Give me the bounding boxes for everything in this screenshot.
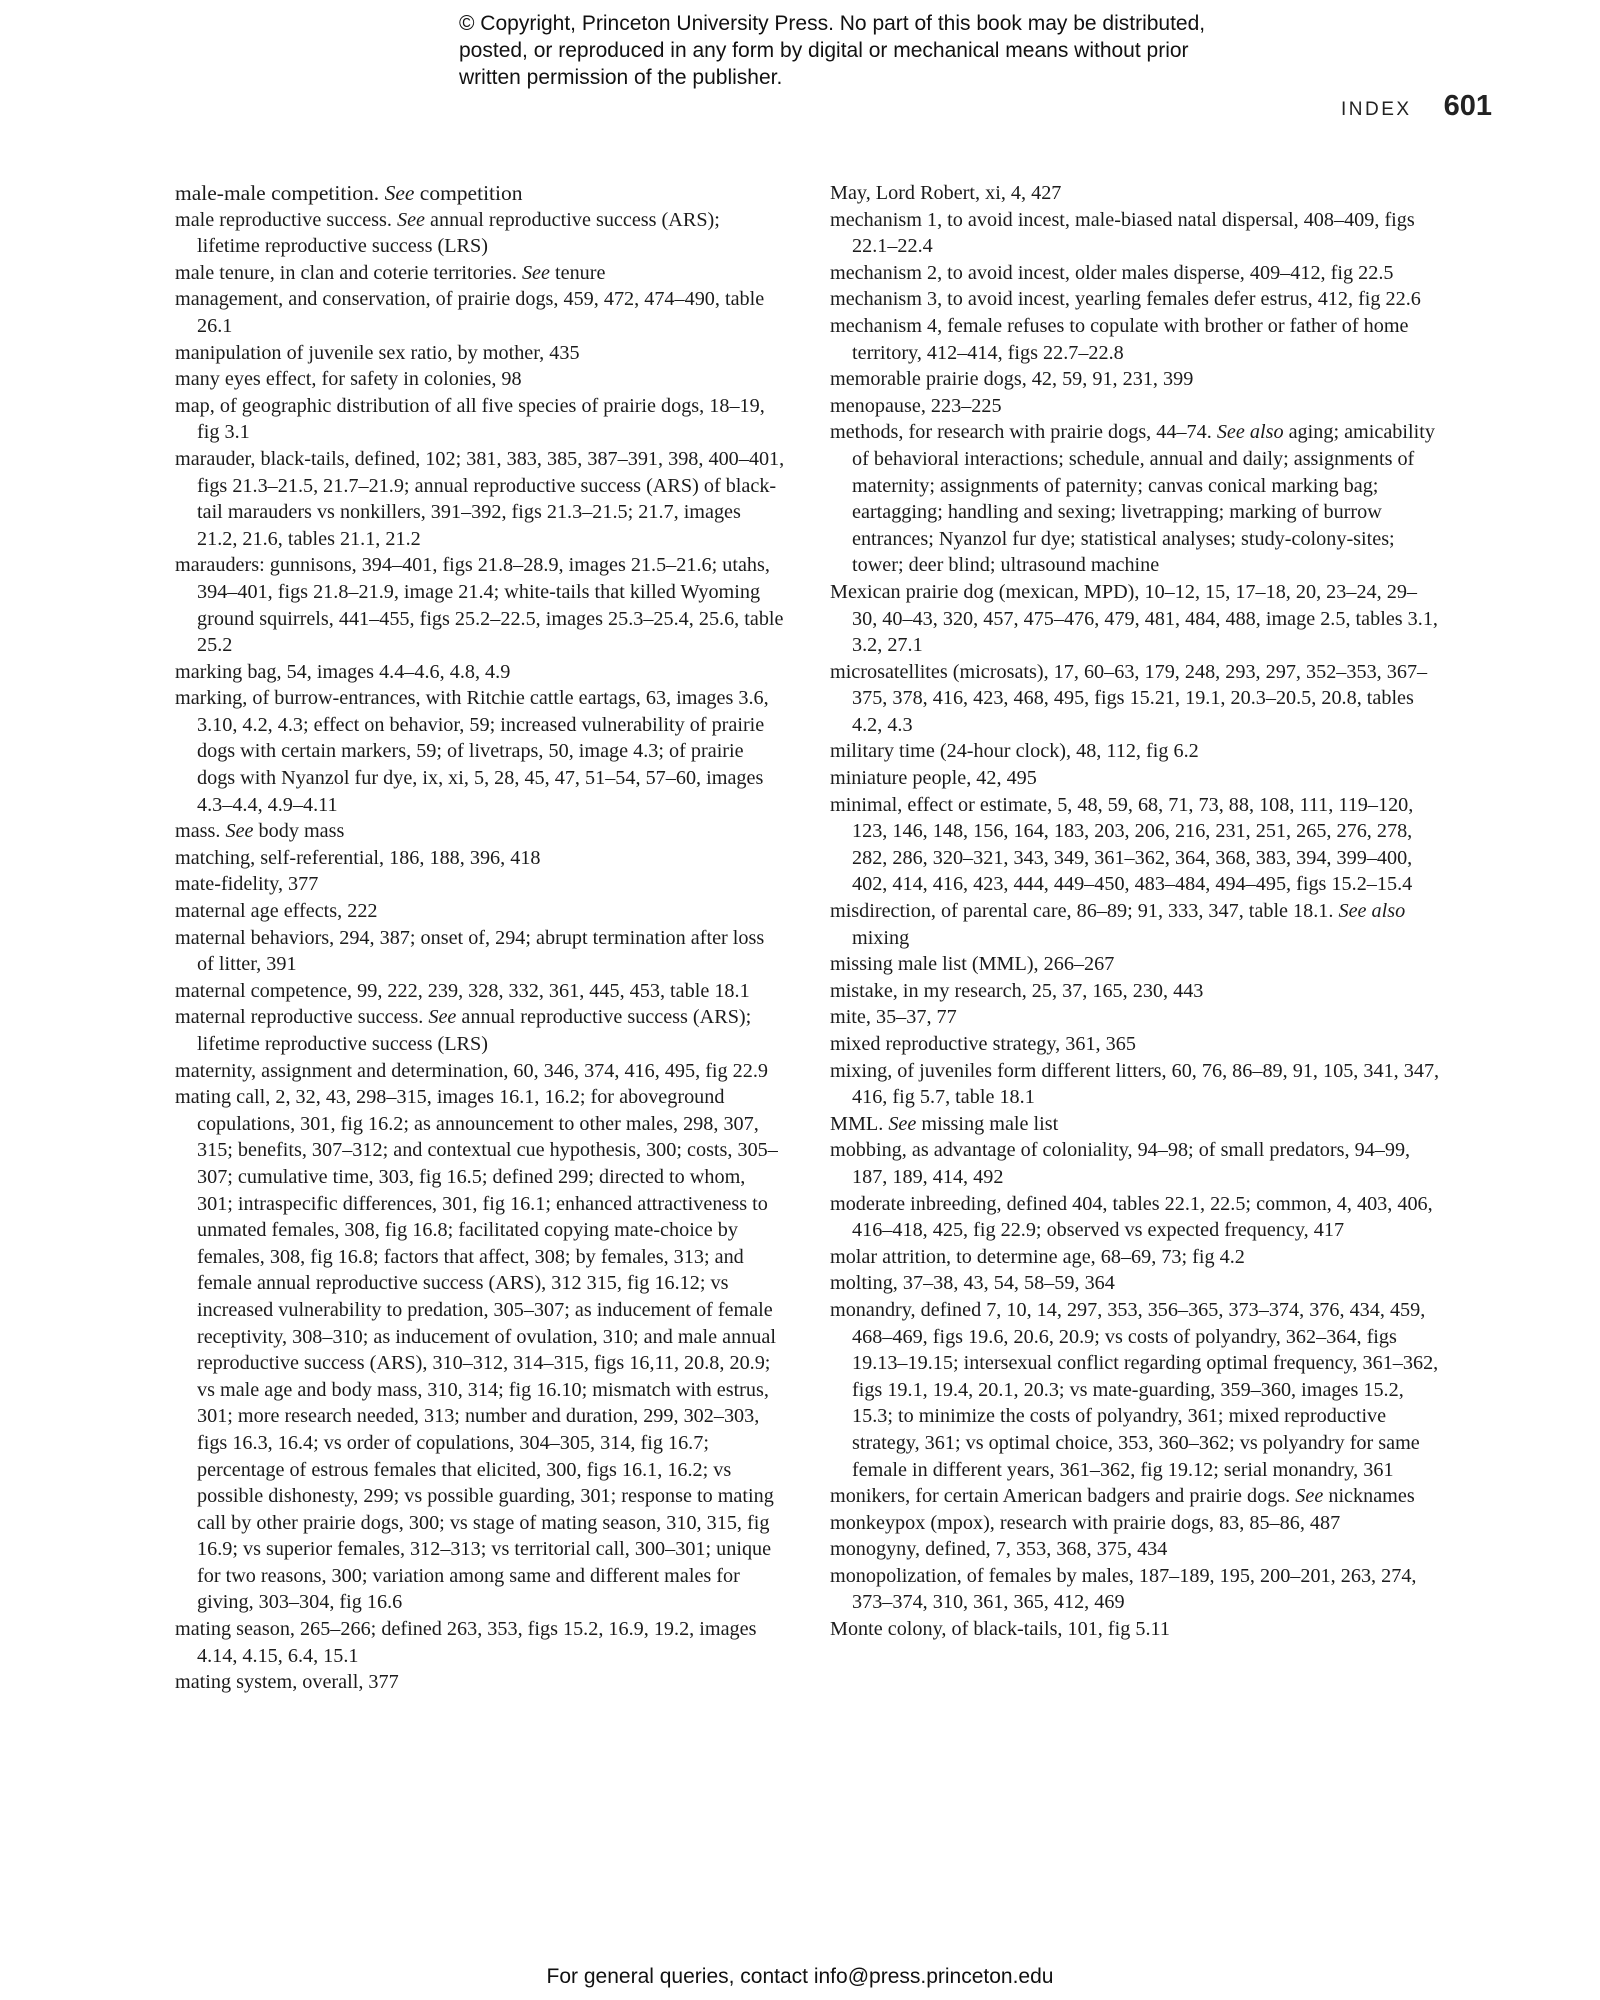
index-column-left (175, 180, 785, 1696)
entry-text: military time (24-hour clock), 48, 112, fig 6.2 (830, 740, 1199, 763)
index-entry (175, 393, 785, 446)
index-entry (830, 951, 1440, 978)
entry-text: marking, of burrow-entrances, with Ritchie cattle eartags, 63, images 3.6, 3.10, 4.2, 4.3; effect on behavior, 59; increased vulnerability of prairie dogs with certain markers, 59; of livetraps, 50, image 4.3; of prairie dogs with Nyanzol fur dye, ix, xi, 5, 28, 45, 47, 51–54, 57–60, images 4.3–4.4, 4.9–4.11 (175, 687, 769, 816)
entry-text: mating season, 265–266; defined 263, 353, figs 15.2, 16.9, 19.2, images 4.14, 4.15, 6.4, 15.1 (175, 1618, 757, 1667)
entry-text: mechanism 4, female refuses to copulate with brother or father of home territory, 412–414, figs 22.7–22.8 (830, 314, 1409, 364)
index-entry (175, 366, 785, 393)
footer-contact: For general queries, contact info@press.princeton.edu (546, 1965, 1054, 1988)
entry-text: mating call, 2, 32, 43, 298–315, images 16.1, 16.2; for aboveground copulations, 301, fig 16.2; as announcement to other males, 298, 307, 315; benefits, 307–312; and contextual cue hypothesis, 300; costs, 305–307; cumulative time, 303, fig 16.5; defined 299; directed to whom, 301; intraspecific differences, 301, fig 16.1; enhanced attractiveness to unmated females, 308, fig 16.8; facilitated copying mate-choice by females, 308, fig 16.8; factors that affect, 308; by females, 313; and female annual reproductive success (ARS), 312 315, fig 16.12; vs increased vulnerability to predation, 305–307; as inducement of female receptivity, 308–310; as inducement of ovulation, 310; and male annual reproductive success (ARS), 310–312, 314–315, figs 16,11, 20.8, 20.9; vs male age and body mass, 310, 314; fig 16.10; mismatch with estrus, 301; more research needed, 313; number and duration, 299, 302–303, figs 16.3, 16.4; vs order of copulations, 304–305, 314, fig 16.7; percentage of estrous females that elicited, 300, figs 16.1, 16.2; vs possible dishonesty, 299; vs possible guarding, 301; response to mating call by other prairie dogs, 300; vs stage of mating season, 310, 315, fig 16.9; vs superior females, 312–313; vs territorial call, 300–301; unique for two reasons, 300; variation among same and different males for giving, 303–304, fig 16.6 (175, 1086, 778, 1614)
index-entry (175, 978, 785, 1005)
entry-text: maternity, assignment and determination, 60, 346, 374, 416, 495, fig 22.9 (175, 1059, 769, 1082)
entry-text: management, and conservation, of prairie dogs, 459, 472, 474–490, table 26.1 (175, 288, 765, 337)
index-entry (830, 207, 1440, 260)
index-entry (175, 1058, 785, 1085)
index-entry (175, 207, 785, 260)
index-entry (830, 1244, 1440, 1271)
entry-reference-target: competition (414, 181, 523, 205)
entry-text: mate-fidelity, 377 (175, 873, 319, 896)
index-entry (175, 552, 785, 658)
entry-text: methods, for research with prairie dogs, 44–74. (830, 421, 1217, 444)
entry-text: maternal reproductive success. (175, 1006, 429, 1029)
index-entry (830, 738, 1440, 765)
index-entry (175, 685, 785, 818)
see-reference: See (428, 1006, 457, 1029)
entry-text: many eyes effect, for safety in colonies, 98 (175, 368, 522, 391)
index-entry (830, 1004, 1440, 1031)
index-entry (830, 180, 1440, 207)
entry-text: male tenure, in clan and coterie territories. (175, 261, 522, 284)
see-reference: See (225, 820, 254, 843)
index-entry (175, 180, 785, 207)
entry-text: maternal competence, 99, 222, 239, 328, 332, 361, 445, 453, table 18.1 (175, 979, 750, 1002)
entry-text: maternal age effects, 222 (175, 900, 378, 923)
see-reference: See (384, 181, 415, 205)
index-entry (175, 1669, 785, 1696)
entry-reference-target: missing male list (916, 1112, 1059, 1135)
entry-text: molting, 37–38, 43, 54, 58–59, 364 (830, 1272, 1115, 1295)
entry-text: male-male competition. (175, 181, 385, 205)
entry-text: Mexican prairie dog (mexican, MPD), 10–12, 15, 17–18, 20, 23–24, 29–30, 40–43, 320, 457, 475–476, 479, 481, 484, 488, image 2.5, tables 3.1, 3.2, 27.1 (830, 580, 1438, 657)
entry-text: monandry, defined 7, 10, 14, 297, 353, 356–365, 373–374, 376, 434, 459, 468–469, figs 19.6, 20.6, 20.9; vs costs of polyandry, 362–364, figs 19.13–19.15; intersexual conflict regarding optimal frequency, 361–362, figs 19.1, 19.4, 20.1, 20.3; vs mate-guarding, 359–360, images 15.2, 15.3; to minimize the costs of polyandry, 361; mixed reproductive strategy, 361; vs optimal choice, 353, 360–362; vs polyandry for same female in different years, 361–362, fig 19.12; serial monandry, 361 (830, 1298, 1439, 1481)
entry-text: misdirection, of parental care, 86–89; 91, 333, 347, table 18.1. (830, 900, 1339, 923)
index-entry (830, 1563, 1440, 1616)
entry-reference-target: aging; amicability of behavioral interactions; schedule, annual and daily; assignments of maternity; assignments of paternity; canvas conical marking bag; eartagging; handling and sexing; livetrapping; marking of burrow entrances; Nyanzol fur dye; statistical analyses; study-colony-sites; tower; deer blind; ultrasound machine (852, 421, 1435, 577)
index-entry (830, 659, 1440, 739)
entry-text: microsatellites (microsats), 17, 60–63, 179, 248, 293, 297, 352–353, 367–375, 378, 416, 423, 468, 495, figs 15.21, 19.1, 20.3–20.5, 20.8, tables 4.2, 4.3 (830, 660, 1428, 736)
index-entry (830, 792, 1440, 898)
entry-text: mixed reproductive strategy, 361, 365 (830, 1033, 1136, 1055)
entry-reference-target: nicknames (1323, 1485, 1415, 1508)
entry-text: Monte colony, of black-tails, 101, fig 5.11 (830, 1618, 1170, 1641)
index-entry (830, 366, 1440, 393)
index-entry (175, 340, 785, 367)
copyright-notice: © Copyright, Princeton University Press. No part of this book may be distributed, posted, or reproduced in any form by digital or mechanical means without prior written permission of the publisher. (459, 12, 1206, 89)
index-entry (830, 313, 1440, 366)
entry-text: male reproductive success. (175, 208, 397, 231)
index-entry (830, 1536, 1440, 1563)
entry-text: marking bag, 54, images 4.4–4.6, 4.8, 4.9 (175, 660, 511, 683)
index-entry (830, 419, 1440, 579)
index-entry (830, 1616, 1440, 1643)
entry-text: mobbing, as advantage of coloniality, 94–98; of small predators, 94–99, 187, 189, 414, 492 (830, 1139, 1411, 1188)
index-entry (175, 1616, 785, 1669)
entry-text: monikers, for certain American badgers and prairie dogs. (830, 1485, 1296, 1508)
index-entry (830, 260, 1440, 287)
index-entry (175, 845, 785, 872)
index-entry (830, 1191, 1440, 1244)
entry-reference-target: body mass (253, 820, 345, 843)
index-entry (830, 1031, 1440, 1058)
entry-text: memorable prairie dogs, 42, 59, 91, 231, 399 (830, 368, 1194, 391)
entry-text: mass. (175, 820, 226, 843)
entry-reference-target: tenure (549, 261, 606, 284)
index-entry (830, 898, 1440, 951)
entry-text: minimal, effect or estimate, 5, 48, 59, 68, 71, 73, 88, 108, 111, 119–120, 123, 146, 148, 156, 164, 183, 203, 206, 216, 231, 251, 265, 276, 278, 282, 286, 320–321, 343, 349, 361–362, 364, 368, 383, 394, 399–400, 402, 414, 416, 423, 444, 449–450, 483–484, 494–495, figs 15.2–15.4 (830, 793, 1414, 896)
entry-text: map, of geographic distribution of all five species of prairie dogs, 18–19, fig 3.1 (175, 394, 765, 444)
entry-text: mite, 35–37, 77 (830, 1006, 957, 1029)
index-entry (830, 1137, 1440, 1190)
entry-text: mechanism 1, to avoid incest, male-biased natal dispersal, 408–409, figs 22.1–22.4 (830, 208, 1415, 258)
index-entry (830, 286, 1440, 313)
entry-text: mixing, of juveniles form different litters, 60, 76, 86–89, 91, 105, 341, 347, 416, fig 5.7, table 18.1 (830, 1059, 1440, 1109)
entry-text: mistake, in my research, 25, 37, 165, 230, 443 (830, 979, 1204, 1002)
entry-text: moderate inbreeding, defined 404, tables 22.1, 22.5; common, 4, 403, 406, 416–418, 425, fig 22.9; observed vs expected frequency, 417 (830, 1192, 1433, 1242)
index-entry (175, 1084, 785, 1616)
index-entry (830, 1111, 1440, 1138)
entry-text: monogyny, defined, 7, 353, 368, 375, 434 (830, 1538, 1168, 1561)
entry-text: maternal behaviors, 294, 387; onset of, 294; abrupt termination after loss of litter, 391 (175, 926, 765, 976)
running-head (1341, 90, 1492, 123)
see-reference: See (396, 208, 425, 231)
entry-text: mating system, overall, 377 (175, 1671, 399, 1694)
index-entry (830, 579, 1440, 659)
entry-text: monopolization, of females by males, 187–189, 195, 200–201, 263, 274, 373–374, 310, 361, 365, 412, 469 (830, 1564, 1417, 1614)
entry-text: marauders: gunnisons, 394–401, figs 21.8–28.9, images 21.5–21.6; utahs, 394–401, figs 21.8–21.9, image 21.4; white-tails that killed Wyoming ground squirrels, 441–455, figs 25.2–22.5, images 25.3–25.4, 25.6, table 25.2 (175, 554, 784, 657)
entry-text: May, Lord Robert, xi, 4, 427 (830, 182, 1062, 204)
entry-text: molar attrition, to determine age, 68–69, 73; fig 4.2 (830, 1245, 1245, 1268)
entry-reference-target: annual reproductive success (ARS); lifetime reproductive success (LRS) (197, 1006, 752, 1055)
entry-text: menopause, 223–225 (830, 394, 1002, 417)
index-entry (830, 978, 1440, 1005)
section-label: INDEX (1341, 99, 1412, 120)
see-reference: See (1295, 1485, 1324, 1508)
index-entry (830, 393, 1440, 420)
index-entry (830, 1058, 1440, 1111)
index-entry (175, 1004, 785, 1057)
index-entry (175, 818, 785, 845)
see-reference: See (521, 261, 550, 284)
entry-text: manipulation of juvenile sex ratio, by mother, 435 (175, 341, 580, 364)
index-entry (175, 260, 785, 287)
entry-reference-target: mixing (852, 926, 910, 949)
index-entry (175, 446, 785, 552)
see-reference: See (888, 1112, 917, 1135)
entry-reference-target: annual reproductive success (ARS); lifetime reproductive success (LRS) (197, 208, 720, 258)
entry-text: miniature people, 42, 495 (830, 767, 1037, 790)
index-entry (830, 1297, 1440, 1483)
entry-text: MML. (830, 1112, 889, 1135)
entry-text: matching, self-referential, 186, 188, 396, 418 (175, 846, 541, 869)
entry-text: mechanism 2, to avoid incest, older males disperse, 409–412, fig 22.5 (830, 261, 1394, 284)
index-entry (175, 898, 785, 925)
index-entry (830, 1510, 1440, 1537)
index-entry (830, 1270, 1440, 1297)
page-number: 601 (1443, 90, 1492, 122)
index-entry (175, 871, 785, 898)
entry-text: monkeypox (mpox), research with prairie dogs, 83, 85–86, 487 (830, 1511, 1341, 1534)
index-entry (830, 765, 1440, 792)
see-reference: See also (1216, 421, 1284, 444)
index-entry (175, 925, 785, 978)
entry-text: marauder, black-tails, defined, 102; 381, 383, 385, 387–391, 398, 400–401, figs 21.3–21.5, 21.7–21.9; annual reproductive success (ARS) of black-tail marauders vs nonkillers, 391–392, figs 21.3–21.5; 21.7, images 21.2, 21.6, tables 21.1, 21.2 (175, 447, 785, 550)
entry-text: missing male list (MML), 266–267 (830, 953, 1115, 976)
index-entry (175, 286, 785, 339)
index-entry (830, 1483, 1440, 1510)
index-column-right (830, 180, 1440, 1643)
index-entry (175, 659, 785, 686)
entry-text: mechanism 3, to avoid incest, yearling females defer estrus, 412, fig 22.6 (830, 288, 1421, 311)
see-reference: See also (1338, 900, 1406, 923)
